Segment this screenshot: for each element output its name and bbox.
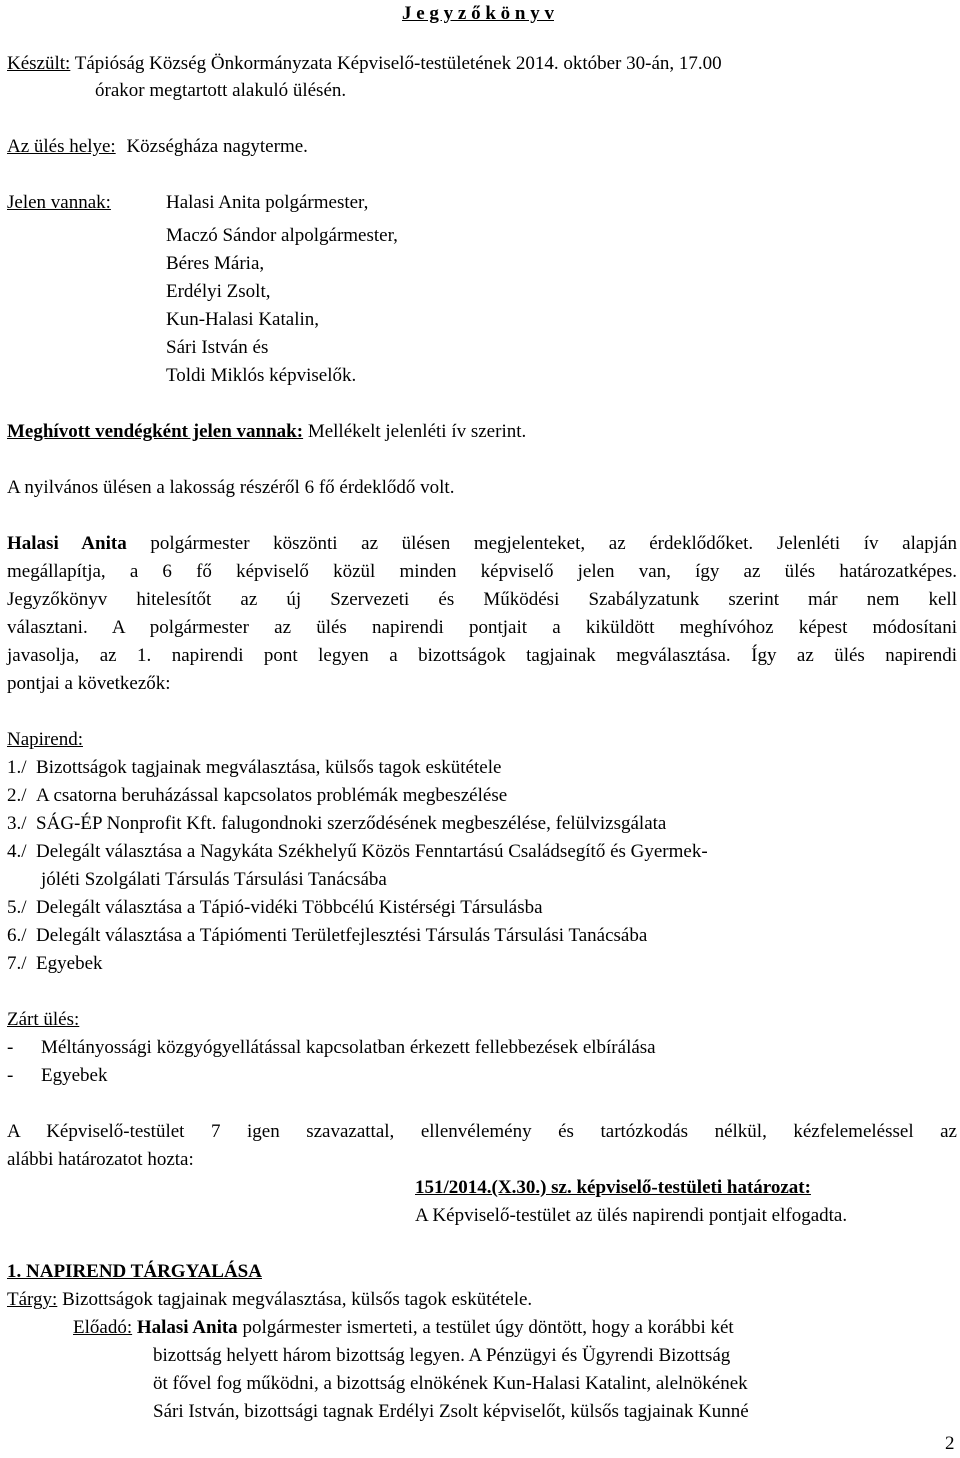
opening-line-1	[7, 533, 957, 555]
present-name: Sári István és	[166, 337, 269, 358]
vote-line-2: alábbi határozatot hozta:	[7, 1149, 194, 1170]
public-attendance: A nyilvános ülésen a lakosság részéről 6 fő érdeklődő volt.	[7, 477, 455, 498]
opening-line: javasolja, az 1. napirendi pont legyen a bizottságok tagjainak megválasztása. Így az ülés napirendi	[7, 645, 957, 666]
resolution-title: 151/2014.(X.30.) sz. képviselő-testületi határozat:	[415, 1177, 811, 1198]
opening-text: polgármester köszönti az ülésen megjelenteket, az érdeklődőket. Jelenléti ív alapján	[150, 533, 958, 554]
guests-value: Mellékelt jelenléti ív szerint.	[307, 421, 527, 442]
made-label: Készült:	[7, 53, 71, 74]
venue-label: Az ülés helye:	[7, 136, 116, 157]
venue-value: Községháza nagyterme.	[126, 136, 308, 157]
presenter-label: Előadó:	[73, 1317, 133, 1338]
made-line-1: Tápióság Község Önkormányzata Képviselő-testületének 2014. október 30-án, 17.00	[74, 53, 722, 74]
guests-label: Meghívott vendégként jelen vannak:	[7, 421, 304, 442]
present-name: Kun-Halasi Katalin,	[166, 309, 320, 330]
agenda-item: 5./ Delegált választása a Tápió-vidéki Többcélú Kistérségi Társulásba	[7, 897, 543, 918]
subject-label: Tárgy:	[7, 1289, 58, 1310]
presenter-line: öt fővel fog működni, a bizottság elnökének Kun-Halasi Katalint, alelnökének	[153, 1373, 748, 1394]
presenter-line: bizottság helyett három bizottság legyen. A Pénzügyi és Ügyrendi Bizottság	[153, 1345, 731, 1366]
presenter-name: Halasi Anita	[136, 1317, 238, 1338]
presenter-row	[73, 1317, 734, 1339]
guests-row	[7, 421, 526, 443]
agenda-item: 1./ Bizottságok tagjainak megválasztása, külsős tagok eskütétele	[7, 757, 502, 778]
present-name: Erdélyi Zsolt,	[166, 281, 271, 302]
vote-line-1: A Képviselő-testület 7 igen szavazattal, ellenvélemény és tartózkodás nélkül, kézfelemeléssel az	[7, 1121, 957, 1142]
agenda-item: 4./ Delegált választása a Nagykáta Székhelyű Közös Fenntartású Családsegítő és Gyermek-	[7, 841, 708, 862]
presenter-line: Sári István, bizottsági tagnak Erdélyi Zsolt képviselőt, külsős tagjainak Kunné	[153, 1401, 749, 1422]
opening-line: megállapítja, a 6 fő képviselő közül minden képviselő jelen van, így az ülés határozatképes.	[7, 561, 957, 582]
subject-text: Bizottságok tagjainak megválasztása, külsős tagok eskütétele.	[62, 1289, 533, 1310]
presenter-text: polgármester ismerteti, a testület úgy döntött, hogy a korábbi két	[242, 1317, 734, 1338]
present-label: Jelen vannak:	[7, 192, 111, 213]
subject-row	[7, 1289, 532, 1311]
opening-line: választani. A polgármester az ülés napirendi pontjait a kiküldött meghívóhoz képest módosítani	[7, 617, 957, 638]
section-heading: 1. NAPIREND TÁRGYALÁSA	[7, 1261, 262, 1282]
agenda-item-continuation: jóléti Szolgálati Társulás Társulási Tanácsába	[41, 869, 387, 890]
present-name: Béres Mária,	[166, 253, 265, 274]
agenda-item: 3./ SÁG-ÉP Nonprofit Kft. falugondnoki szerződésének megbeszélése, felülvizsgálata	[7, 813, 667, 834]
document-title: J e g y z ő k ö n y v	[402, 3, 554, 24]
agenda-heading: Napirend:	[7, 729, 83, 750]
agenda-item: 2./ A csatorna beruházással kapcsolatos problémák megbeszélése	[7, 785, 508, 806]
opening-line: Jegyzőkönyv hitelesítőt az új Szervezeti és Működési Szabályzatunk szerint már nem kell	[7, 589, 957, 610]
closed-heading: Zárt ülés:	[7, 1009, 80, 1030]
present-name: Toldi Miklós képviselők.	[166, 365, 357, 386]
present-name: Maczó Sándor alpolgármester,	[166, 225, 398, 246]
closed-item: - Méltányossági közgyógyellátással kapcsolatban érkezett fellebbezések elbírálása	[7, 1037, 656, 1058]
resolution-text: A Képviselő-testület az ülés napirendi pontjait elfogadta.	[415, 1205, 848, 1226]
agenda-item: 6./ Delegált választása a Tápiómenti Területfejlesztési Társulás Társulási Tanácsába	[7, 925, 648, 946]
closed-item: - Egyebek	[7, 1065, 108, 1086]
agenda-item: 7./ Egyebek	[7, 953, 103, 974]
present-name: Halasi Anita polgármester,	[166, 192, 369, 213]
made-line-2: órakor megtartott alakuló ülésén.	[95, 80, 347, 101]
page-number: 2	[945, 1433, 955, 1454]
venue-row	[7, 136, 308, 158]
opening-speaker: Halasi Anita	[7, 533, 127, 554]
made-row	[7, 53, 722, 75]
opening-line: pontjai a következők:	[7, 673, 171, 694]
